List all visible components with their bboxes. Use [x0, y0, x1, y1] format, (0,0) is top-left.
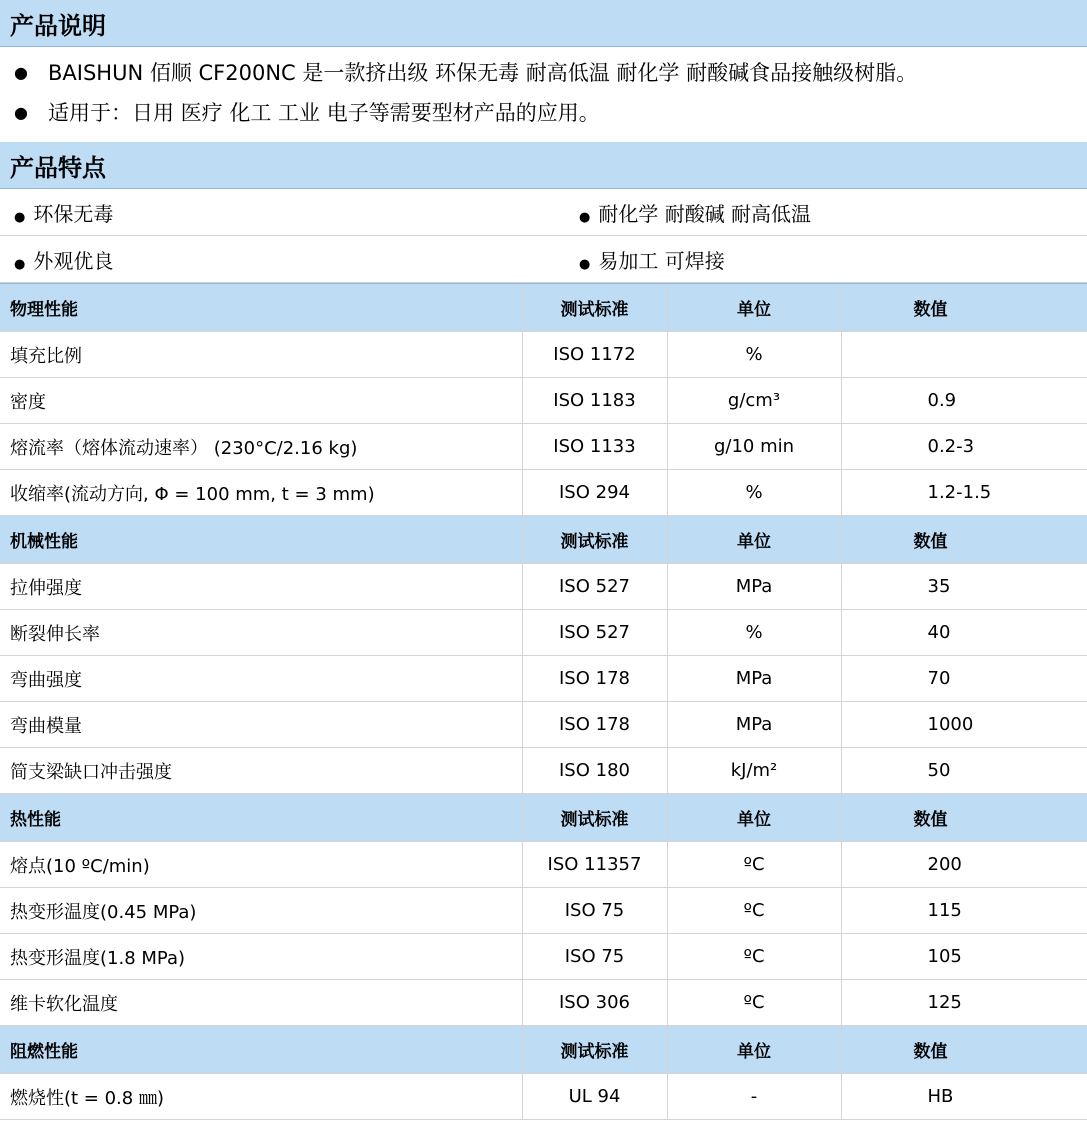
- description-line: [14, 53, 1087, 93]
- test-standard: UL 94: [522, 1074, 667, 1120]
- value: HB: [841, 1074, 1087, 1120]
- section-title-features: 产品特点: [0, 142, 1087, 189]
- value: 1000: [841, 702, 1087, 748]
- test-standard: ISO 1133: [522, 424, 667, 470]
- column-header-standard: 测试标准: [522, 1026, 667, 1074]
- test-standard: ISO 527: [522, 610, 667, 656]
- value: 40: [841, 610, 1087, 656]
- unit: %: [667, 470, 841, 516]
- value: 50: [841, 748, 1087, 794]
- unit: %: [667, 610, 841, 656]
- table-row: [0, 934, 1087, 980]
- column-header-unit: 单位: [667, 794, 841, 842]
- property-name: 弯曲模量: [0, 702, 522, 748]
- property-name: 简支梁缺口冲击强度: [0, 748, 522, 794]
- column-header-standard: 测试标准: [522, 516, 667, 564]
- description-text: BAISHUN 佰顺 CF200NC 是一款挤出级 环保无毒 耐高低温 耐化学 耐酸碱食品接触级树脂。: [48, 61, 918, 85]
- property-name: 断裂伸长率: [0, 610, 522, 656]
- test-standard: ISO 1172: [522, 332, 667, 378]
- test-standard: ISO 294: [522, 470, 667, 516]
- value: 35: [841, 564, 1087, 610]
- feature-row: [0, 189, 1087, 236]
- unit: MPa: [667, 564, 841, 610]
- feature-item: [0, 198, 575, 227]
- bullet-icon: ●: [14, 209, 26, 225]
- feature-item: [0, 245, 575, 274]
- unit: ºC: [667, 842, 841, 888]
- bullet-icon: ●: [579, 256, 591, 272]
- bullet-icon: ●: [579, 209, 591, 225]
- table-row: [0, 378, 1087, 424]
- property-name: 拉伸强度: [0, 564, 522, 610]
- table-row: [0, 564, 1087, 610]
- unit: MPa: [667, 702, 841, 748]
- property-name: 密度: [0, 378, 522, 424]
- table-row: [0, 702, 1087, 748]
- column-header-value: 数值: [841, 516, 1087, 564]
- value: 200: [841, 842, 1087, 888]
- group-header-row: [0, 1026, 1087, 1074]
- column-header-unit: 单位: [667, 1026, 841, 1074]
- feature-text: 易加工 可焊接: [598, 248, 725, 273]
- column-header-value: 数值: [841, 1026, 1087, 1074]
- value: 115: [841, 888, 1087, 934]
- property-name: 热变形温度(0.45 MPa): [0, 888, 522, 934]
- feature-text: 耐化学 耐酸碱 耐高低温: [598, 201, 812, 226]
- property-table: [0, 283, 1087, 1120]
- group-title: 阻燃性能: [0, 1026, 522, 1074]
- column-header-unit: 单位: [667, 516, 841, 564]
- unit: kJ/m²: [667, 748, 841, 794]
- table-row: [0, 888, 1087, 934]
- test-standard: ISO 527: [522, 564, 667, 610]
- unit: g/cm³: [667, 378, 841, 424]
- group-header-row: [0, 284, 1087, 332]
- column-header-unit: 单位: [667, 284, 841, 332]
- test-standard: ISO 75: [522, 888, 667, 934]
- bullet-icon: ●: [14, 256, 26, 272]
- table-row: [0, 980, 1087, 1026]
- value: 1.2-1.5: [841, 470, 1087, 516]
- bullet-icon: ●: [14, 103, 28, 122]
- test-standard: ISO 178: [522, 656, 667, 702]
- property-name: 填充比例: [0, 332, 522, 378]
- unit: %: [667, 332, 841, 378]
- description-line: [14, 93, 1087, 133]
- table-row: [0, 842, 1087, 888]
- table-row: [0, 1074, 1087, 1120]
- value: 0.9: [841, 378, 1087, 424]
- test-standard: ISO 1183: [522, 378, 667, 424]
- table-row: [0, 656, 1087, 702]
- unit: ºC: [667, 980, 841, 1026]
- test-standard: ISO 180: [522, 748, 667, 794]
- unit: g/10 min: [667, 424, 841, 470]
- feature-item: [575, 198, 1087, 227]
- section-title-description: 产品说明: [0, 0, 1087, 47]
- group-title: 热性能: [0, 794, 522, 842]
- value: 105: [841, 934, 1087, 980]
- description-text: 适用于：日用 医疗 化工 工业 电子等需要型材产品的应用。: [48, 101, 600, 125]
- test-standard: ISO 11357: [522, 842, 667, 888]
- feature-item: [575, 245, 1087, 274]
- group-title: 机械性能: [0, 516, 522, 564]
- feature-text: 外观优良: [33, 248, 114, 273]
- table-row: [0, 748, 1087, 794]
- value: 125: [841, 980, 1087, 1026]
- property-name: 热变形温度(1.8 MPa): [0, 934, 522, 980]
- unit: MPa: [667, 656, 841, 702]
- description-block: [0, 47, 1087, 142]
- value: 70: [841, 656, 1087, 702]
- property-name: 维卡软化温度: [0, 980, 522, 1026]
- test-standard: ISO 75: [522, 934, 667, 980]
- property-name: 燃烧性(t = 0.8 ㎜): [0, 1074, 522, 1120]
- property-name: 收缩率(流动方向, Φ = 100 mm, t = 3 mm): [0, 470, 522, 516]
- unit: ºC: [667, 934, 841, 980]
- column-header-standard: 测试标准: [522, 794, 667, 842]
- property-name: 熔点(10 ºC/min): [0, 842, 522, 888]
- feature-text: 环保无毒: [33, 201, 114, 226]
- table-row: [0, 610, 1087, 656]
- value: [841, 332, 1087, 378]
- property-name: 弯曲强度: [0, 656, 522, 702]
- column-header-value: 数值: [841, 284, 1087, 332]
- feature-row: [0, 236, 1087, 283]
- group-header-row: [0, 516, 1087, 564]
- test-standard: ISO 178: [522, 702, 667, 748]
- unit: ºC: [667, 888, 841, 934]
- test-standard: ISO 306: [522, 980, 667, 1026]
- table-row: [0, 470, 1087, 516]
- column-header-value: 数值: [841, 794, 1087, 842]
- group-title: 物理性能: [0, 284, 522, 332]
- column-header-standard: 测试标准: [522, 284, 667, 332]
- bullet-icon: ●: [14, 63, 28, 82]
- table-row: [0, 424, 1087, 470]
- property-name: 熔流率（熔体流动速率） (230°C/2.16 kg): [0, 424, 522, 470]
- group-header-row: [0, 794, 1087, 842]
- unit: -: [667, 1074, 841, 1120]
- value: 0.2-3: [841, 424, 1087, 470]
- table-row: [0, 332, 1087, 378]
